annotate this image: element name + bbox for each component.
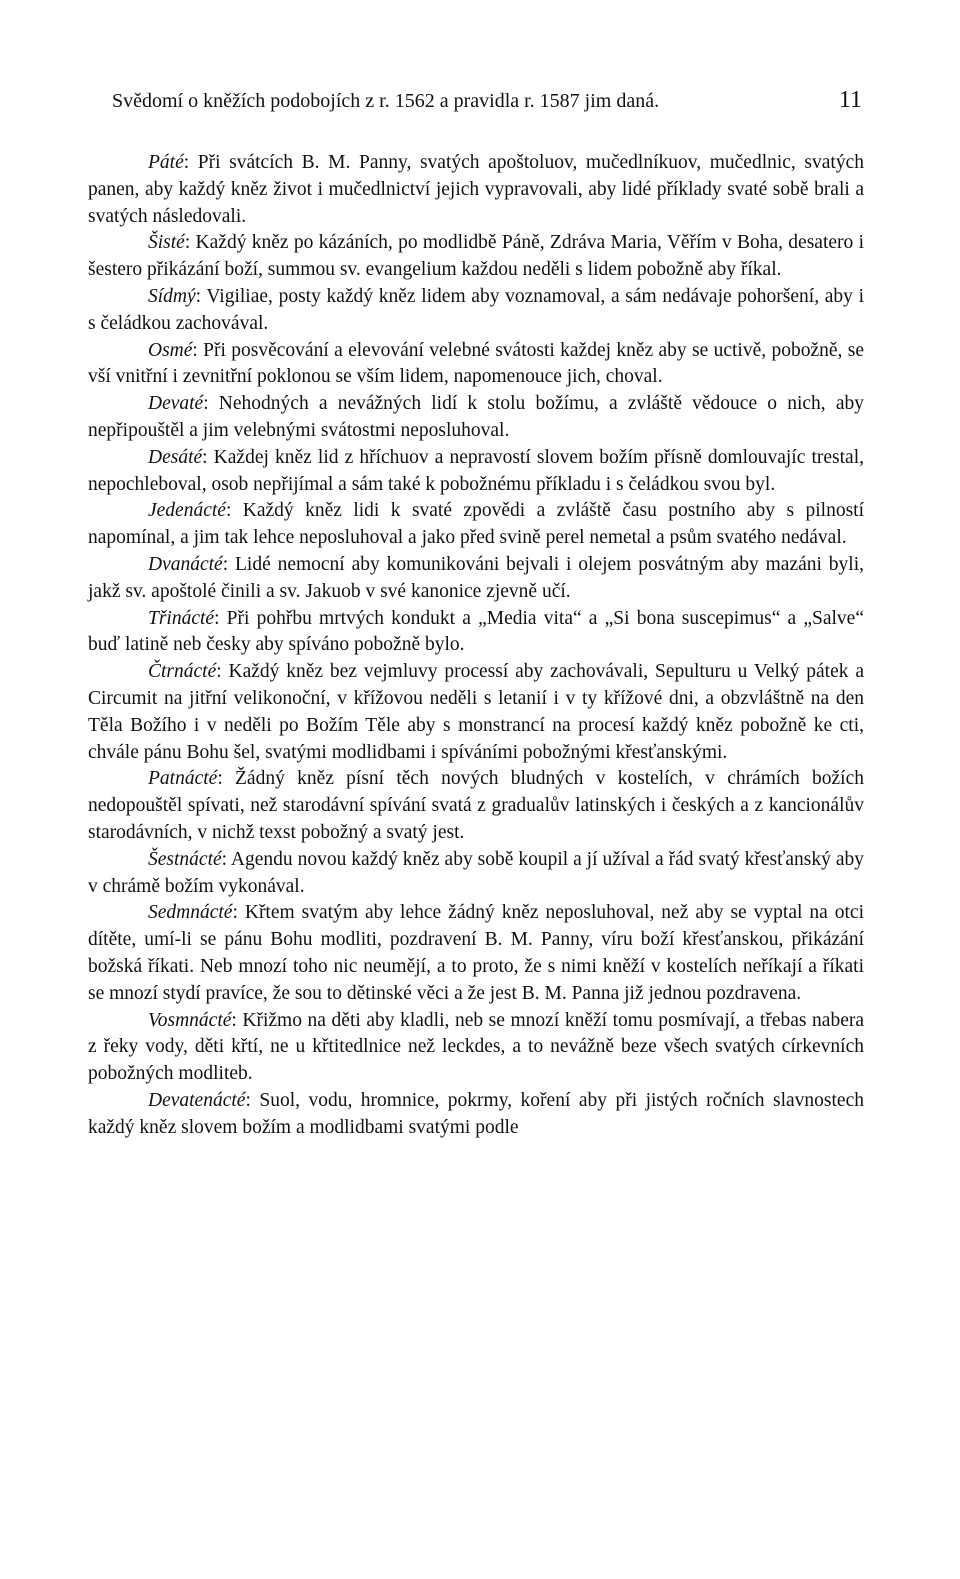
paragraph-text: : Nehodných a nevážných lidí k stolu božímu, a zvláště vědouce o nich, aby nepřipouštěl a jim velebnými svátostmi neposluhoval. bbox=[88, 393, 864, 441]
paragraph-lead: Dvanácté bbox=[148, 553, 223, 575]
paragraph-text: : Křižmo na děti aby kladli, neb se mnozí kněží tomu posmívají, a třebas nabera z řeky vody, děti křtí, ne u křtitedlnice než leckdes, a to nevážně beze všech svatých církevních pobožných modliteb. bbox=[88, 1009, 864, 1085]
paragraph bbox=[88, 1088, 864, 1142]
paragraph-lead: Šisté bbox=[148, 232, 185, 254]
paragraph bbox=[88, 606, 864, 660]
paragraph-lead: Patnácté bbox=[148, 768, 218, 790]
paragraph bbox=[88, 659, 864, 766]
paragraph bbox=[88, 445, 864, 499]
paragraph-lead: Sídmý bbox=[148, 285, 196, 307]
paragraph-lead: Devatenácté bbox=[148, 1089, 246, 1111]
paragraph bbox=[88, 847, 864, 901]
paragraph bbox=[88, 498, 864, 552]
paragraph-text: : Agendu novou každý kněz aby sobě koupil a jí užíval a řád svatý křesťanský aby v chrámě božím vykonával. bbox=[88, 848, 864, 897]
paragraph-lead: Jedenácté bbox=[148, 500, 226, 522]
paragraph bbox=[88, 766, 864, 846]
paragraph-text: : Každý kněz po kázáních, po modlidbě Páně, Zdráva Maria, Věřím v Boha, desatero i šestero přikázání boží, summou sv. evangelium každou neděli s lidem pobožně aby říkal. bbox=[88, 232, 864, 281]
paragraph-text: : Křtem svatým aby lehce žádný kněz neposluhoval, než aby se vyptal na otci dítěte, umí-li se pánu Bohu modliti, pozdravení B. M. Panny, víru boží křesťanskou, přikázání božská říkati. Neb mnozí toho nic neumějí, a to proto, že s nimi kněží v kostelích neříkají a říkati se mnozí stydí pravíce, že sou to dětinské věci a že jest B. M. Panna již jednou pozdravena. bbox=[88, 902, 864, 1004]
paragraph bbox=[88, 230, 864, 284]
paragraph bbox=[88, 391, 864, 445]
running-header bbox=[88, 86, 864, 126]
paragraph-text: : Při posvěcování a elevování velebné svátosti každej kněz aby se uctivě, pobožně, se vší vnitřní i zevnitřní poklonou se vším lidem, napomenouce jich, choval. bbox=[88, 339, 864, 388]
paragraph-lead: Osmé bbox=[148, 339, 193, 361]
paragraph-text: : Při svátcích B. M. Panny, svatých apoštoluov, mučedlníkuov, mučedlnic, svatých panen, aby každý kněz život i mučedlnictví jejich vypravovali, aby lidé příklady svaté sobě brali a svatých následovali. bbox=[88, 152, 864, 227]
page bbox=[88, 86, 864, 1141]
paragraph bbox=[88, 338, 864, 392]
paragraph bbox=[88, 1008, 864, 1088]
paragraph bbox=[88, 284, 864, 338]
paragraph bbox=[88, 552, 864, 606]
paragraph-lead: Desáté bbox=[148, 446, 203, 468]
running-title: Svědomí o kněžích podobojích z r. 1562 a pravidla r. 1587 jim daná. bbox=[112, 90, 660, 112]
paragraph-lead: Páté bbox=[148, 152, 184, 173]
paragraph bbox=[88, 150, 864, 230]
paragraph-text: : Suol, vodu, hromnice, pokrmy, koření aby při jistých ročních slavnostech každý kněz slovem božím a modlidbami svatými podle bbox=[88, 1089, 864, 1138]
paragraph-text: : Lidé nemocní aby komunikováni bejvali i olejem posvátným aby mazáni byli, jakž sv. apoštolé činili a sv. Jakuob v své kanonice zjevně učí. bbox=[88, 553, 864, 602]
paragraph-text: : Každej kněz lid z hříchuov a nepravostí slovem božím přísně domlouvajíc trestal, nepochleboval, osob nepřijímal a sám také k pobožnému příkladu i s čeládkou svou byl. bbox=[88, 446, 864, 495]
paragraph-lead: Devaté bbox=[148, 393, 204, 415]
paragraph-text: : Žádný kněz písní těch nových bludných v kostelích, v chrámích božích nedopouštěl spívati, než starodávní spívání svatá z gradualův latinských i českých a z kancionálův starodávních, v nichž texst pobožný a svatý jest. bbox=[88, 768, 864, 843]
paragraph-lead: Čtrnácté bbox=[148, 661, 217, 683]
paragraph-lead: Šestnácté bbox=[148, 848, 222, 870]
paragraph-lead: Vosmnácté bbox=[148, 1009, 232, 1031]
body-text bbox=[88, 150, 864, 1141]
paragraph-text: : Při pohřbu mrtvých kondukt a „Media vita“ a „Si bona suscepimus“ a „Salve“ buď latině neb česky aby spíváno pobožně bylo. bbox=[88, 607, 864, 656]
paragraph-lead: Třinácté bbox=[148, 607, 215, 629]
paragraph-text: : Každý kněz lidi k svaté zpovědi a zvláště času postního aby s pilností napomínal, a jim tak lehce neposluhoval a jako před svině perel nemetal a psům svatého nedával. bbox=[88, 500, 864, 549]
paragraph-text: : Vigiliae, posty každý kněz lidem aby voznamoval, a sám nedávaje pohoršení, aby i s čeládkou zachovával. bbox=[88, 285, 864, 334]
paragraph-text: : Každý kněz bez vejmluvy processí aby zachovávali, Sepulturu u Velký pátek a Circumit na jitřní velikonoční, v křížovou neděli s letanií i v ty křížové dni, a obzvláštně na den Těla Božího i v neděli po Božím Těle aby s monstrancí na procesí každý kněz pobožně ke cti, chvále pánu Bohu šel, svatými modlidbami i spíváními pobožnými křesťanskými. bbox=[88, 661, 864, 763]
page-number: 11 bbox=[838, 87, 862, 113]
paragraph-lead: Sedmnácté bbox=[148, 902, 233, 924]
paragraph bbox=[88, 900, 864, 1007]
